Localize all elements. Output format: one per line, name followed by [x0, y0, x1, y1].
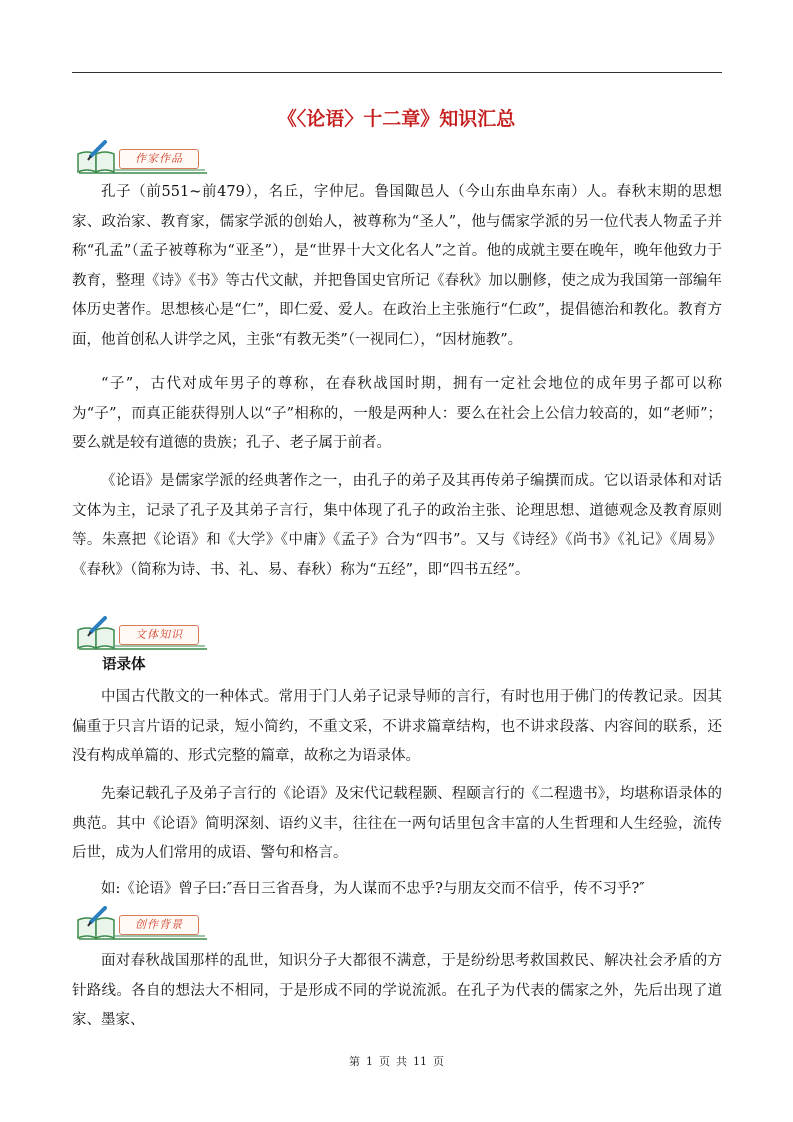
footer-suffix: 页 [433, 1055, 444, 1068]
style-paragraph-1: 中国古代散文的一种体式。常用于门人弟子记录导师的言行，有时也用于佛门的传教记录。因其偏重于只言片语的记录，短小简约，不重文采，不讲求篇章结构，也不讲求段落、内容间的联系，还没有构成单篇的、形式完整的篇章，故称之为语录体。 [72, 689, 722, 764]
background-paragraph-1: 面对春秋战国那样的乱世，知识分子大都很不满意，于是纷纷思考救国救民、解决社会矛盾的方针路线。各自的想法大不相同，于是形成不同的学说流派。在孔子为代表的儒家之外，先后出现了道家、墨家、 [72, 953, 722, 1028]
footer-page-number: 1 [366, 1055, 373, 1068]
section-label-author: 作家作品 [119, 149, 199, 169]
section-badge-style [75, 616, 211, 652]
section-badge-background [75, 906, 211, 942]
section-label-background: 创作背景 [119, 915, 199, 935]
style-paragraph-3: 如:《论语》曾子曰:″吾日三省吾身，为人谋而不忠乎?与朋友交而不信乎，传不习乎?″ [101, 881, 645, 897]
author-paragraph-1: 孔子（前551~前479），名丘，字仲尼。鲁国陬邑人（今山东曲阜东南）人。春秋末期的思想家、政治家、教育家，儒家学派的创始人，被尊称为“圣人”，他与儒家学派的另一位代表人物孟子并称“孔孟”（孟子被尊称为“亚圣”），是“世界十大文化名人”之首。他的成就主要在晚年，晚年他致力于教育，整理《诗》《书》等古代文献，并把鲁国史官所记《春秋》加以删修，使之成为我国第一部编年体历史著作。思想核心是“仁”，即仁爱、爱人。在政治上主张施行“仁政”，提倡德治和教化。教育方面，他首创私人讲学之风，主张“有教无类”（一视同仁），“因材施教”。 [72, 184, 722, 348]
footer-mid1: 页 [379, 1055, 390, 1068]
author-paragraph-3: 《论语》是儒家学派的经典著作之一，由孔子的弟子及其再传弟子编撰而成。它以语录体和对话文体为主，记录了孔子及其弟子言行，集中体现了孔子的政治主张、论理思想、道德观念及教育原则等。朱熹把《论语》和《大学》《中庸》《孟子》合为“四书”。又与《诗经》《尚书》《礼记》《周易》《春秋》（简称为诗、书、礼、易、春秋）称为“五经”，即“四书五经”。 [72, 473, 722, 578]
page-title: 《〈论语〉十二章》知识汇总 [277, 108, 516, 130]
subheading-yulu: 语录体 [102, 657, 146, 673]
footer-prefix: 第 [349, 1055, 360, 1068]
section-label-style: 文体知识 [119, 625, 199, 645]
footer-total-pages: 11 [413, 1055, 427, 1068]
footer-mid2: 共 [396, 1055, 407, 1068]
header-rule [72, 72, 722, 73]
page-footer [0, 1053, 793, 1069]
style-paragraph-2: 先秦记载孔子及弟子言行的《论语》及宋代记载程颢、程颐言行的《二程遗书》，均堪称语录体的典范。其中《论语》简明深刻、语约义丰，往往在一两句话里包含丰富的人生哲理和人生经验，流传后世，成为人们常用的成语、警句和格言。 [72, 786, 722, 861]
section-badge-author [75, 140, 211, 176]
author-paragraph-2: “子”，古代对成年男子的尊称，在春秋战国时期，拥有一定社会地位的成年男子都可以称为“子”，而真正能获得别人以“子”相称的，一般是两种人：要么在社会上公信力较高的，如“老师”；要么就是较有道德的贵族；孔子、老子属于前者。 [72, 376, 722, 451]
